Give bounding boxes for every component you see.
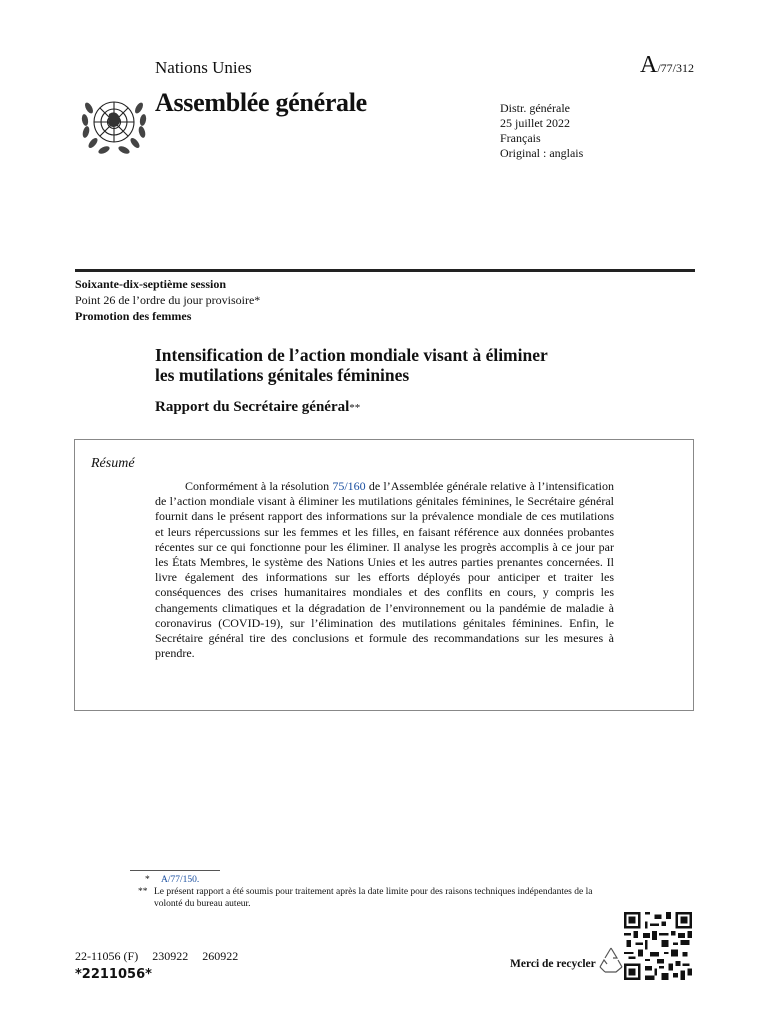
distribution-original: Original : anglais: [500, 146, 584, 160]
session-block: [75, 276, 260, 324]
footnote-text: Le présent rapport a été soumis pour traitement après la date limite pour des raisons techniques indépendantes de la volonté du bureau auteur.: [154, 887, 593, 909]
subtitle-text: Rapport du Secrétaire général: [155, 399, 350, 415]
distribution-type: Distr. générale: [500, 101, 570, 115]
body-title: Assemblée générale: [155, 88, 367, 117]
summary-text: de l’Assemblée générale relative à l’intensification de l’action mondiale visant à éliminer les mutilations génitales féminines, le Secrétaire général fournit dans le présent rapport des informations sur la prévalence mondiale de ces mutilations et leurs répercussions sur les femmes et les filles, en faisant référence aux données probantes récentes sur ce qui fonctionne pour les éliminer. Il analyse les progrès accomplis à ce jour par les États Membres, le système des Nations Unies et les autres parties prenantes concernées. Il livre également des informations sur les efforts déployés pour anticiper et traiter les conséquences des crises humanitaires mondiales et des conflits en cours, y compris les changements climatiques et la dégradation de l’environnement ou la pandémie de maladie à coronavirus (COVID-19), sur l’élimination des mutilations génitales féminines. Enfin, le Secrétaire général tire des conclusions et formule des recommandations sur les mesures à prendre.: [155, 479, 614, 661]
symbol-suffix: /77/312: [657, 61, 694, 75]
subtitle-footnote-mark: **: [349, 402, 361, 414]
footnote-mark: *: [145, 875, 150, 885]
summary-heading: Résumé: [91, 456, 135, 471]
footnote: [145, 874, 199, 886]
footnote-divider: [130, 870, 220, 871]
recycle-icon: [596, 945, 626, 975]
agenda-item: Point 26 de l’ordre du jour provisoire*: [75, 293, 261, 307]
document-title: [155, 345, 675, 385]
recycle-label: Merci de recycler: [510, 958, 596, 970]
job-number-line: [75, 949, 252, 964]
distribution-block: [500, 101, 583, 161]
symbol-prefix: A: [639, 52, 658, 78]
footer-date: 230922: [152, 949, 189, 963]
distribution-date: 25 juillet 2022: [500, 116, 570, 130]
resolution-link[interactable]: 75/160: [332, 479, 366, 493]
organization-name: Nations Unies: [155, 58, 252, 77]
agenda-topic: Promotion des femmes: [75, 309, 192, 323]
footnote-link[interactable]: A/77/150.: [161, 875, 200, 885]
footnote: [138, 886, 608, 910]
document-title-line: Intensification de l’action mondiale visant à éliminer: [155, 345, 548, 365]
session-name: Soixante-dix-septième session: [75, 277, 226, 291]
un-emblem-icon: [79, 92, 149, 158]
qr-code-icon[interactable]: [624, 912, 692, 980]
summary-text: Conformément à la résolution: [185, 479, 333, 493]
summary-paragraph: [155, 479, 614, 661]
header-divider: [75, 269, 695, 272]
job-number: 22-11056 (F): [75, 949, 139, 963]
distribution-language: Français: [500, 131, 541, 145]
footnote-mark: **: [138, 887, 148, 897]
barcode-text: *2211056*: [75, 967, 152, 982]
document-symbol: [640, 52, 694, 79]
footer-date: 260922: [202, 949, 239, 963]
document-subtitle: [155, 399, 360, 416]
document-title-line: les mutilations génitales féminines: [155, 365, 410, 385]
